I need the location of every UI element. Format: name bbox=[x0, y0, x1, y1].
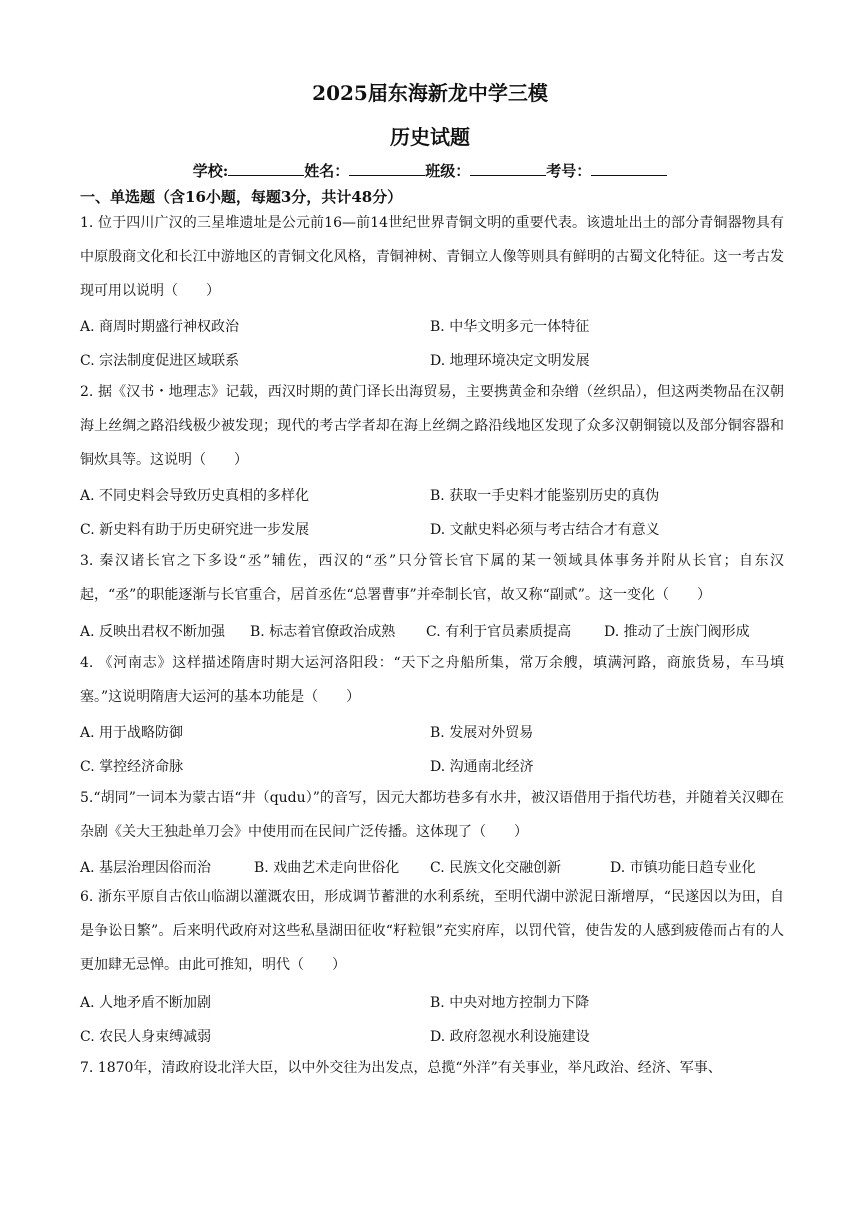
student-info-line bbox=[0, 160, 860, 181]
class-label: 班级： bbox=[425, 162, 471, 180]
question-6-stem: 6. 浙东平原自古依山临湖以灌溉农田，形成调节蓄泄的水利系统，至明代湖中淤泥日渐增厚，“民遂因以为田，自是争讼日繁”。后来明代政府对这些私垦湖田征收“籽粒银”充实府库，以罚代管，使告发的人感到疲倦而占有的人更加肆无忌惮。由此可推知，明代（ ） bbox=[80, 889, 784, 973]
name-label: 姓名： bbox=[304, 162, 350, 180]
question-6-option-d: D. 政府忽视水利设施建设 bbox=[430, 1029, 590, 1045]
question-1-stem: 1. 位于四川广汉的三星堆遗址是公元前16—前14世纪世界青铜文明的重要代表。该遗址出土的部分青铜器物具有中原殷商文化和长江中游地区的青铜文化风格，青铜神树、青铜立人像等则具有鲜明的古蜀文化特征。这一考古发现可用以说明（ ） bbox=[80, 215, 784, 299]
exam-title: 2025届东海新龙中学三模 bbox=[312, 81, 548, 105]
exam-number-label: 考号： bbox=[546, 162, 592, 180]
question-4-option-b: B. 发展对外贸易 bbox=[430, 725, 534, 741]
question-1-option-c: C. 宗法制度促进区域联系 bbox=[80, 353, 240, 369]
question-2-stem: 2. 据《汉书・地理志》记载，西汉时期的黄门译长出海贸易，主要携黄金和杂缯（丝织品），但这两类物品在汉朝海上丝绸之路沿线极少被发现；现代的考古学者却在海上丝绸之路沿线地区发现了众多汉朝铜镜以及部分铜容器和铜炊具等。这说明（ ） bbox=[80, 384, 784, 468]
school-label: 学校: bbox=[192, 162, 229, 180]
question-7-stem: 7. 1870年，清政府设北洋大臣，以中外交往为出发点，总揽“外洋”有关事业，举凡政治、经济、军事、 bbox=[80, 1060, 722, 1076]
question-2-option-c: C. 新史料有助于历史研究进一步发展 bbox=[80, 522, 310, 538]
question-1-option-b: B. 中华文明多元一体特征 bbox=[430, 319, 590, 335]
question-6-option-b: B. 中央对地方控制力下降 bbox=[430, 995, 590, 1011]
question-5-option-d: D. 市镇功能日趋专业化 bbox=[610, 860, 756, 876]
question-3-option-c: C. 有利于官员素质提高 bbox=[426, 624, 572, 640]
question-3-option-a: A. 反映出君权不断加强 bbox=[80, 624, 226, 640]
question-4-option-d: D. 沟通南北经济 bbox=[430, 759, 534, 775]
school-blank bbox=[228, 163, 304, 176]
question-6-option-c: C. 农民人身束缚减弱 bbox=[80, 1029, 212, 1045]
class-blank bbox=[470, 163, 546, 176]
question-1-option-d: D. 地理环境决定文明发展 bbox=[430, 353, 590, 369]
question-2-option-b: B. 获取一手史料才能鉴别历史的真伪 bbox=[430, 488, 660, 504]
question-5-options bbox=[80, 858, 784, 878]
question-5-option-c: C. 民族文化交融创新 bbox=[430, 860, 562, 876]
section-heading: 一、单选题（含16小题，每题3分，共计48分） bbox=[80, 188, 403, 206]
question-5-option-b: B. 戏曲艺术走向世俗化 bbox=[254, 860, 400, 876]
question-3-options bbox=[80, 622, 784, 642]
question-2-option-a: A. 不同史料会导致历史真相的多样化 bbox=[80, 488, 310, 504]
exam-subtitle: 历史试题 bbox=[390, 125, 470, 149]
question-3-option-d: D. 推动了士族门阀形成 bbox=[604, 624, 750, 640]
question-3-stem: 3. 秦汉诸长官之下多设“丞”辅佐，西汉的“丞”只分管长官下属的某一领域具体事务并附从长官；自东汉起，“丞”的职能逐渐与长官重合，居首丞佐“总署曹事”并牵制长官，故又称“副贰”。这一变化（ ） bbox=[80, 553, 784, 603]
question-4-option-c: C. 掌控经济命脉 bbox=[80, 759, 184, 775]
question-3-option-b: B. 标志着官僚政治成熟 bbox=[250, 624, 396, 640]
question-5-stem: 5.“胡同”一词本为蒙古语“井（qudu）”的音写，因元大都坊巷多有水井，被汉语借用于指代坊巷，并随着关汉卿在杂剧《关大王独赴单刀会》中使用而在民间广泛传播。这体现了（ ） bbox=[80, 790, 784, 840]
question-2-option-d: D. 文献史料必须与考古结合才有意义 bbox=[430, 522, 660, 538]
question-5-option-a: A. 基层治理因俗而治 bbox=[80, 860, 212, 876]
question-1-option-a: A. 商周时期盛行神权政治 bbox=[80, 319, 240, 335]
question-4-stem: 4. 《河南志》这样描述隋唐时期大运河洛阳段：“天下之舟船所集，常万余艘，填满河路，商旅货易，车马填塞。”这说明隋唐大运河的基本功能是（ ） bbox=[80, 655, 784, 705]
question-4-option-a: A. 用于战略防御 bbox=[80, 725, 184, 741]
question-6-option-a: A. 人地矛盾不断加剧 bbox=[80, 995, 212, 1011]
exam-number-blank bbox=[591, 163, 667, 176]
name-blank bbox=[349, 163, 425, 176]
